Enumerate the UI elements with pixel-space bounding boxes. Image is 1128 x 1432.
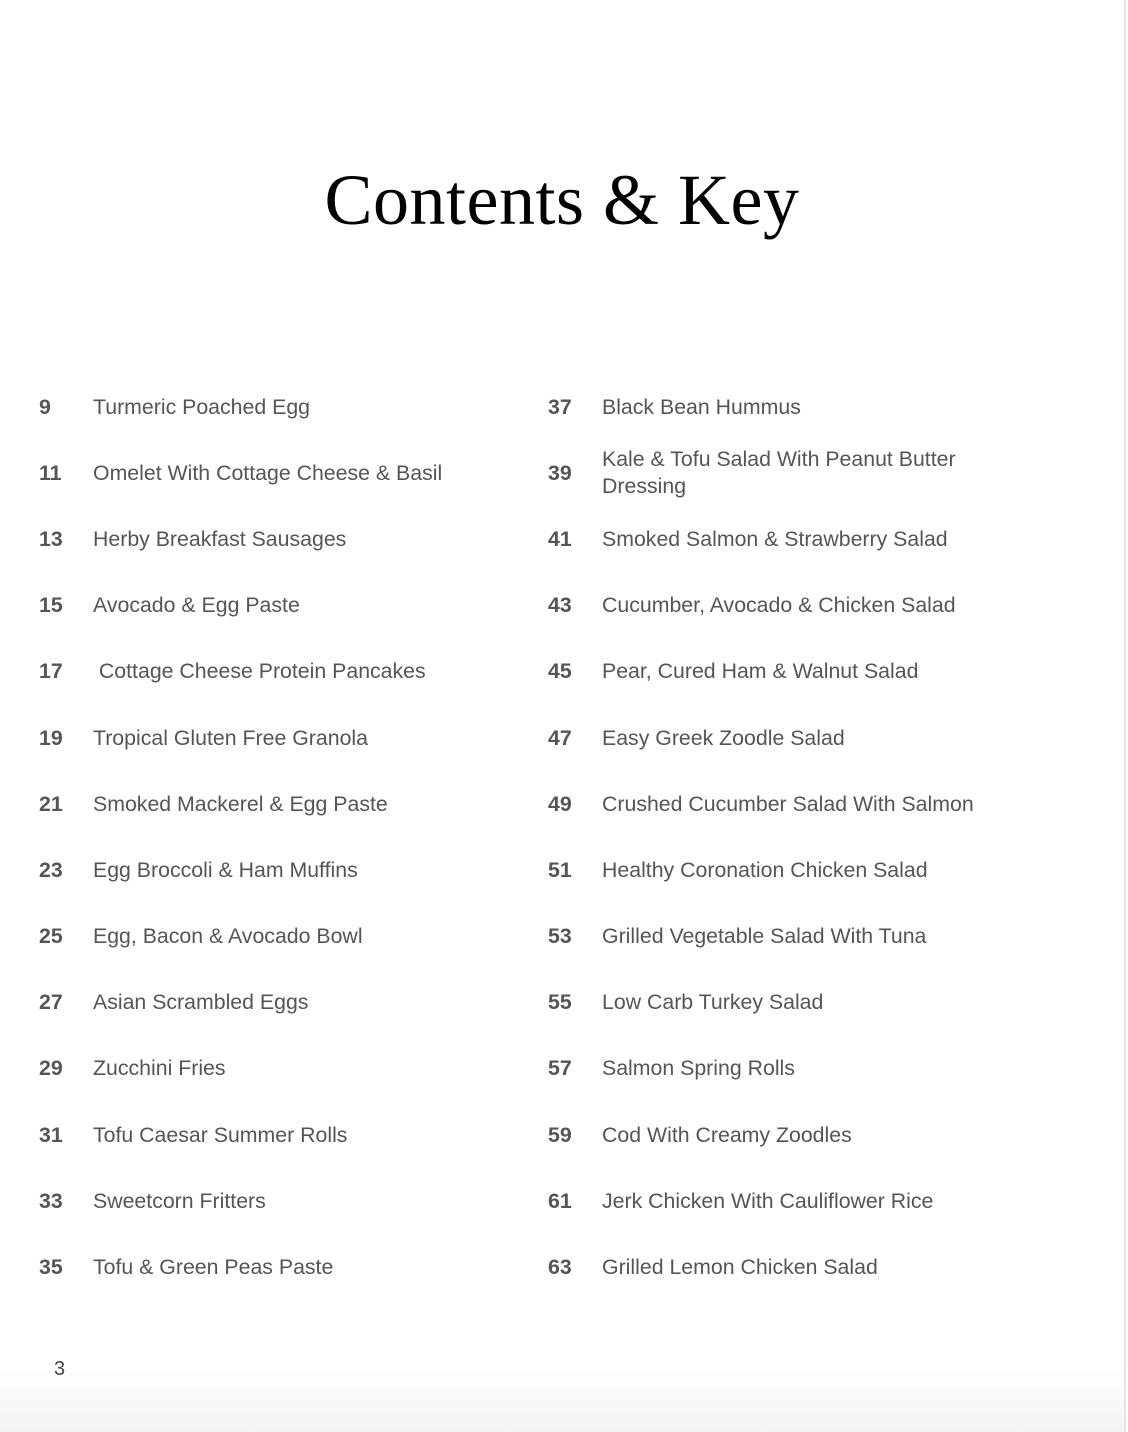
toc-page-number: 35	[39, 1255, 63, 1280]
toc-entry-title: Salmon Spring Rolls	[602, 1056, 795, 1081]
toc-page-number: 51	[548, 857, 572, 882]
toc-entry[interactable]	[39, 440, 519, 506]
toc-page-number: 55	[548, 990, 572, 1015]
toc-entry-title: Cottage Cheese Protein Pancakes	[93, 659, 426, 684]
toc-entry-title: Grilled Lemon Chicken Salad	[602, 1255, 878, 1280]
toc-entry-title: Grilled Vegetable Salad With Tuna	[602, 924, 927, 949]
toc-entry[interactable]	[39, 374, 519, 440]
toc-page-number: 13	[39, 526, 63, 551]
toc-entry-title: Low Carb Turkey Salad	[602, 990, 824, 1015]
toc-entry[interactable]	[39, 837, 519, 903]
toc-entry[interactable]	[548, 1168, 1018, 1234]
toc-entry[interactable]	[548, 440, 1018, 506]
toc-entry[interactable]	[548, 837, 1018, 903]
toc-entry[interactable]	[39, 705, 519, 771]
toc-entry-title: Cod With Creamy Zoodles	[602, 1122, 852, 1147]
toc-page-number: 33	[39, 1188, 63, 1213]
toc-entry[interactable]	[39, 904, 519, 970]
toc-page-number: 9	[39, 394, 51, 419]
toc-entry-title: Tofu & Green Peas Paste	[93, 1255, 334, 1280]
page-number: 3	[54, 1358, 66, 1380]
toc-entry[interactable]	[548, 1234, 1018, 1300]
toc-entry[interactable]	[39, 970, 519, 1036]
toc-entry[interactable]	[548, 1102, 1018, 1168]
toc-entry-title: Herby Breakfast Sausages	[93, 526, 347, 551]
toc-entry[interactable]	[39, 1102, 519, 1168]
toc-page-number: 63	[548, 1255, 572, 1280]
toc-entry[interactable]	[548, 970, 1018, 1036]
toc-entry-title: Avocado & Egg Paste	[93, 593, 300, 618]
toc-page-number: 21	[39, 791, 63, 816]
toc-entry[interactable]	[548, 506, 1018, 572]
toc-entry-title: Sweetcorn Fritters	[93, 1188, 266, 1213]
toc-entry-title: Smoked Mackerel & Egg Paste	[93, 791, 388, 816]
toc-entry[interactable]	[39, 573, 519, 639]
toc-entry-title: Smoked Salmon & Strawberry Salad	[602, 526, 948, 551]
toc-page-number: 25	[39, 924, 63, 949]
toc-entry[interactable]	[39, 771, 519, 837]
toc-page-number: 39	[548, 460, 572, 485]
toc-entry[interactable]	[39, 1168, 519, 1234]
toc-entry-title: Zucchini Fries	[93, 1056, 226, 1081]
toc-entry[interactable]	[548, 374, 1018, 440]
toc-page-number: 57	[548, 1056, 572, 1081]
toc-page-number: 61	[548, 1188, 572, 1213]
toc-entry[interactable]	[39, 1036, 519, 1102]
toc-entry[interactable]	[548, 904, 1018, 970]
page-title: Contents & Key	[324, 160, 800, 240]
toc-entry-title: Crushed Cucumber Salad With Salmon	[602, 791, 974, 816]
toc-page-number: 31	[39, 1122, 63, 1147]
toc-entry-title: Kale & Tofu Salad With Peanut Butter Dressing	[602, 447, 956, 499]
toc-page-number: 11	[39, 460, 62, 485]
toc-entry-title: Turmeric Poached Egg	[93, 394, 311, 419]
toc-entry[interactable]	[39, 506, 519, 572]
toc-page-number: 19	[39, 725, 63, 750]
toc-page-number: 17	[39, 659, 63, 684]
toc-entry[interactable]	[39, 1234, 519, 1300]
toc-entry-title: Egg, Bacon & Avocado Bowl	[93, 924, 363, 949]
toc-page-number: 41	[548, 526, 572, 551]
toc-entry-title: Tofu Caesar Summer Rolls	[93, 1122, 348, 1147]
toc-page-number: 23	[39, 857, 63, 882]
toc-page-number: 15	[39, 593, 63, 618]
toc-entry-title: Black Bean Hummus	[602, 394, 801, 419]
toc-page-number: 27	[39, 990, 63, 1015]
toc-entry[interactable]	[548, 639, 1018, 705]
toc-entry[interactable]	[548, 771, 1018, 837]
toc-page-number: 49	[548, 791, 572, 816]
toc-entry-title: Tropical Gluten Free Granola	[93, 725, 369, 750]
contents-column-left	[39, 374, 519, 1301]
toc-entry-title: Easy Greek Zoodle Salad	[602, 725, 845, 750]
toc-entry[interactable]	[548, 573, 1018, 639]
toc-entry-title: Cucumber, Avocado & Chicken Salad	[602, 593, 956, 618]
toc-entry-title: Healthy Coronation Chicken Salad	[602, 857, 928, 882]
toc-entry[interactable]	[548, 705, 1018, 771]
toc-entry-title: Jerk Chicken With Cauliflower Rice	[602, 1188, 934, 1213]
toc-page-number: 47	[548, 725, 572, 750]
toc-page-number: 37	[548, 394, 572, 419]
toc-page-number: 43	[548, 593, 572, 618]
toc-entry-title: Egg Broccoli & Ham Muffins	[93, 857, 358, 882]
contents-column-right	[548, 374, 1018, 1301]
toc-page-number: 29	[39, 1056, 63, 1081]
toc-page-number: 53	[548, 924, 572, 949]
toc-entry-title: Omelet With Cottage Cheese & Basil	[93, 460, 443, 485]
toc-entry[interactable]	[39, 639, 519, 705]
toc-entry-title: Pear, Cured Ham & Walnut Salad	[602, 659, 919, 684]
toc-page-number: 59	[548, 1122, 572, 1147]
toc-page-number: 45	[548, 659, 572, 684]
toc-entry[interactable]	[548, 1036, 1018, 1102]
toc-entry-title: Asian Scrambled Eggs	[93, 990, 309, 1015]
